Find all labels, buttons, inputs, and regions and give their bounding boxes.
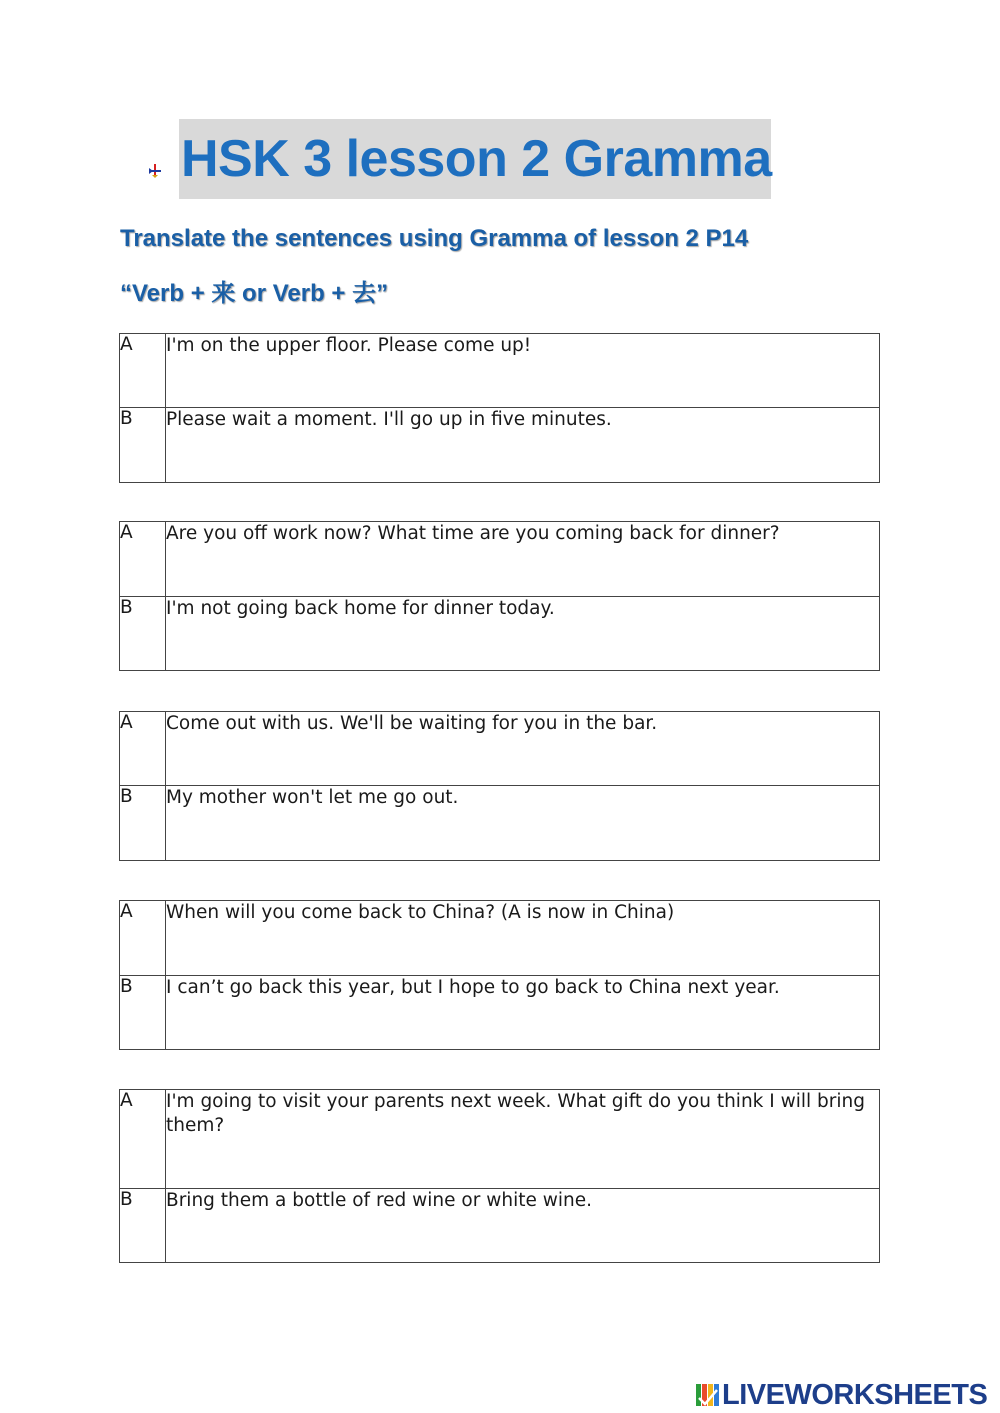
dialogue-row [120, 976, 880, 1050]
speaker-label: A [120, 1090, 166, 1189]
speaker-label: B [120, 786, 166, 861]
dialogue-row [120, 522, 880, 597]
speaker-label: B [120, 1189, 166, 1263]
dialogue-row [120, 786, 880, 861]
speaker-label: B [120, 976, 166, 1050]
sentence-text: Please wait a moment. I'll go up in five minutes. [166, 408, 880, 483]
sentence-text: Are you off work now? What time are you coming back for dinner? [166, 522, 880, 597]
brand-name: LIVEWORKSHEETS [722, 1378, 988, 1411]
dialogue-row [120, 408, 880, 483]
dialogue-row [120, 334, 880, 408]
sentence-text: I'm on the upper floor. Please come up! [166, 334, 880, 408]
speaker-label: A [120, 334, 166, 408]
sentence-text: Bring them a bottle of red wine or white wine. [166, 1189, 880, 1263]
speaker-label: A [120, 712, 166, 786]
dialogue-table-1 [119, 333, 880, 483]
sentence-text: When will you come back to China? (A is now in China) [166, 901, 880, 976]
dialogue-row [120, 1189, 880, 1263]
grammar-pattern: “Verb + 来 or Verb + 去” [120, 280, 389, 307]
dialogue-row [120, 1090, 880, 1189]
sentence-text: I'm going to visit your parents next week. What gift do you think I will bring them? [166, 1090, 880, 1189]
sentence-text: I can’t go back this year, but I hope to go back to China next year. [166, 976, 880, 1050]
dialogue-table-4 [119, 900, 880, 1050]
instruction-text: Translate the sentences using Gramma of lesson 2 P14 [120, 225, 749, 252]
bullet-arrow-icon [146, 162, 162, 178]
sentence-text: My mother won't let me go out. [166, 786, 880, 861]
dialogue-row [120, 597, 880, 671]
sentence-text: Come out with us. We'll be waiting for you in the bar. [166, 712, 880, 786]
sentence-text: I'm not going back home for dinner today. [166, 597, 880, 671]
liveworksheets-logo-icon [696, 1382, 720, 1408]
dialogue-table-5 [119, 1089, 880, 1263]
page-title: HSK 3 lesson 2 Gramma [181, 130, 772, 188]
liveworksheets-logo [696, 1377, 987, 1413]
speaker-label: B [120, 597, 166, 671]
speaker-label: A [120, 901, 166, 976]
speaker-label: A [120, 522, 166, 597]
dialogue-row [120, 712, 880, 786]
speaker-label: B [120, 408, 166, 483]
dialogue-table-2 [119, 521, 880, 671]
dialogue-row [120, 901, 880, 976]
dialogue-table-3 [119, 711, 880, 861]
